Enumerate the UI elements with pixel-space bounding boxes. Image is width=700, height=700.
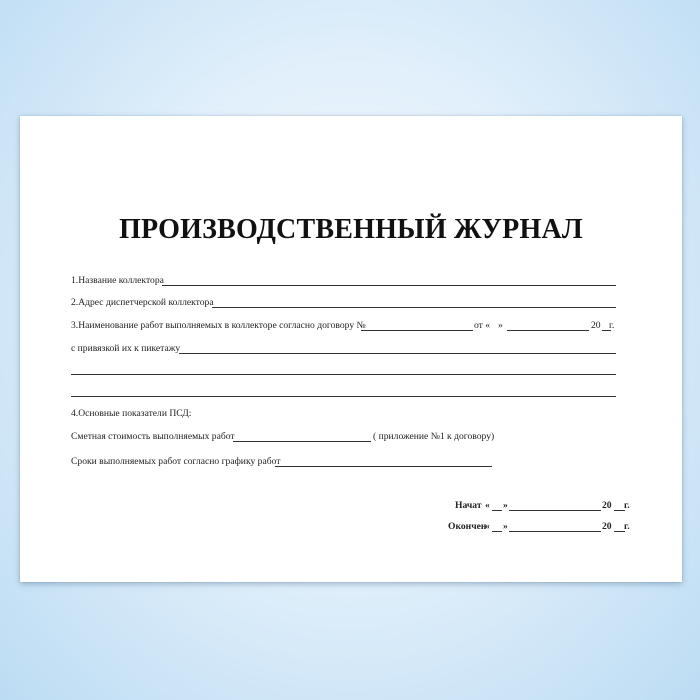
field-works-name [71,320,366,332]
field-label: 3.Наименование работ выполняемых в коллекторе согласно договору № [71,320,366,331]
works-from-close: » [498,320,503,331]
ended-quote-close: » [503,521,508,532]
field-label: Сроки выполняемых работ согласно графику работ [71,456,281,467]
works-from: от « [474,320,491,331]
ended-month-line [509,531,601,532]
field-label: Сметная стоимость выполняемых работ [71,431,235,442]
field-label: с привязкой их к пикетажу [71,343,181,354]
started-day-line [492,510,502,511]
ended-year-suffix: г. [624,521,630,532]
document-title: ПРОИЗВОДСТВЕННЫЙ ЖУРНАЛ [119,214,583,245]
journal-sheet [20,116,682,582]
fill-line [233,441,371,442]
indicators-heading: 4.Основные показатели ПСД: [71,408,192,419]
fill-line [275,466,492,467]
started-label: Начат [455,500,482,511]
works-year: 20 [591,320,601,331]
started-quote-close: » [503,500,508,511]
started-year-suffix: г. [624,500,630,511]
field-collector-name [71,275,164,287]
field-schedule-terms [71,456,280,468]
started-quote-open: « [485,500,490,511]
field-label: 1.Название коллектора [71,275,164,286]
ended-year-prefix: 20 [602,521,612,532]
field-picket-binding [71,343,180,355]
blank-fill-line [71,396,616,397]
field-dispatch-address [71,297,214,309]
appendix-note: ( приложение №1 к договору) [373,431,495,442]
blank-fill-line [71,374,616,375]
started-month-line [509,510,601,511]
field-estimated-cost [71,431,235,443]
field-label: 2.Адрес диспетчерской коллектора [71,297,214,308]
ended-label: Окончен [448,521,487,532]
contract-number-line [361,330,473,331]
ended-day-line [492,531,502,532]
works-year-suffix: г. [609,320,615,331]
contract-date-line [507,330,589,331]
ended-quote-open: « [485,521,490,532]
fill-line [179,353,616,354]
fill-line [162,285,616,286]
started-year-prefix: 20 [602,500,612,511]
fill-line [212,307,616,308]
